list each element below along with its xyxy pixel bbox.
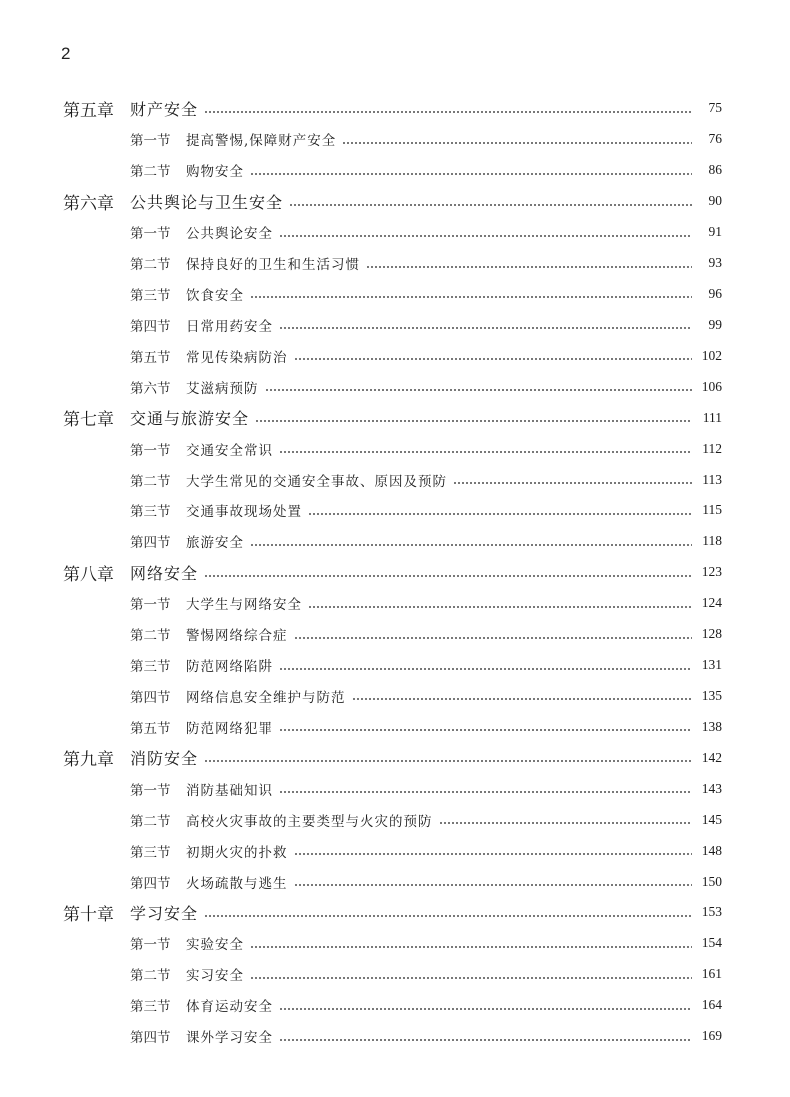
chapter-label: 第五章 xyxy=(63,100,114,121)
section-page-number: 118 xyxy=(702,533,722,549)
section-page-number: 102 xyxy=(701,347,722,363)
toc-section-row xyxy=(63,773,722,804)
dot-leader xyxy=(308,513,692,515)
section-title: 初期火灾的扑救 xyxy=(186,844,288,861)
chapter-label: 第十章 xyxy=(63,904,114,925)
section-title: 交通安全常识 xyxy=(186,442,273,459)
section-label: 第二节 xyxy=(130,813,171,830)
toc-section-row xyxy=(63,1021,722,1052)
section-label: 第三节 xyxy=(130,504,171,521)
section-page-number: 76 xyxy=(708,131,722,147)
toc-section-row xyxy=(63,711,722,742)
toc-chapter-row xyxy=(63,93,722,124)
chapter-label: 第六章 xyxy=(63,193,114,214)
section-label: 第二节 xyxy=(130,257,171,274)
section-title: 公共舆论安全 xyxy=(186,226,273,243)
section-label: 第三节 xyxy=(130,287,171,304)
toc-section-row xyxy=(63,124,722,155)
section-label: 第四节 xyxy=(130,535,171,552)
section-title: 饮食安全 xyxy=(186,287,244,304)
toc-section-row xyxy=(63,835,722,866)
dot-leader xyxy=(342,142,692,144)
dot-leader xyxy=(439,822,693,824)
section-page-number: 86 xyxy=(708,162,722,178)
toc-section-row xyxy=(63,588,722,619)
toc-section-row xyxy=(63,866,722,897)
section-title: 消防基础知识 xyxy=(186,782,273,799)
chapter-page-number: 90 xyxy=(708,193,722,209)
dot-leader xyxy=(279,1008,692,1010)
section-label: 第一节 xyxy=(130,442,171,459)
toc-section-row xyxy=(63,495,722,526)
section-title: 提高警惕,保障财产安全 xyxy=(186,133,337,150)
section-title: 实习安全 xyxy=(186,968,244,985)
chapter-page-number: 142 xyxy=(701,749,722,765)
toc-section-row xyxy=(63,681,722,712)
section-page-number: 93 xyxy=(708,255,722,271)
toc-section-row xyxy=(63,217,722,248)
section-title: 交通事故现场处置 xyxy=(186,504,302,521)
section-title: 防范网络犯罪 xyxy=(186,720,273,737)
section-label: 第一节 xyxy=(130,597,171,614)
toc-section-row xyxy=(63,340,722,371)
toc-section-row xyxy=(63,433,722,464)
dot-leader xyxy=(204,575,692,577)
chapter-page-number: 111 xyxy=(702,409,722,425)
table-of-contents xyxy=(63,93,722,1052)
section-title: 警惕网络综合症 xyxy=(186,628,288,645)
section-title: 防范网络陷阱 xyxy=(186,659,273,676)
section-label: 第二节 xyxy=(130,164,171,181)
section-page-number: 135 xyxy=(701,687,722,703)
dot-leader xyxy=(279,327,692,329)
section-label: 第二节 xyxy=(130,968,171,985)
section-title: 大学生常见的交通安全事故、原因及预防 xyxy=(186,473,447,490)
dot-leader xyxy=(352,698,693,700)
page-number: 2 xyxy=(61,44,71,63)
toc-section-row xyxy=(63,279,722,310)
toc-section-row xyxy=(63,309,722,340)
dot-leader xyxy=(279,451,692,453)
chapter-title: 财产安全 xyxy=(130,99,199,119)
toc-section-row xyxy=(63,371,722,402)
toc-chapter-row xyxy=(63,742,722,773)
section-page-number: 154 xyxy=(701,935,722,951)
chapter-title: 学习安全 xyxy=(130,903,199,923)
toc-chapter-row xyxy=(63,402,722,433)
dot-leader xyxy=(279,235,692,237)
section-page-number: 124 xyxy=(701,595,722,611)
section-page-number: 164 xyxy=(701,997,722,1013)
dot-leader xyxy=(366,266,692,268)
dot-leader xyxy=(294,637,693,639)
dot-leader xyxy=(250,544,692,546)
dot-leader xyxy=(294,358,693,360)
section-page-number: 131 xyxy=(701,657,722,673)
section-page-number: 115 xyxy=(702,502,722,518)
section-label: 第四节 xyxy=(130,689,171,706)
dot-leader xyxy=(289,204,692,206)
section-page-number: 128 xyxy=(701,626,722,642)
section-page-number: 138 xyxy=(701,718,722,734)
section-label: 第四节 xyxy=(130,875,171,892)
toc-section-row xyxy=(63,155,722,186)
chapter-page-number: 123 xyxy=(701,564,722,580)
section-page-number: 169 xyxy=(701,1028,722,1044)
chapter-page-number: 153 xyxy=(701,904,722,920)
dot-leader xyxy=(204,915,692,917)
dot-leader xyxy=(279,668,692,670)
section-page-number: 91 xyxy=(708,224,722,240)
chapter-title: 公共舆论与卫生安全 xyxy=(130,192,284,212)
section-title: 常见传染病防治 xyxy=(186,349,288,366)
section-label: 第五节 xyxy=(130,720,171,737)
section-page-number: 143 xyxy=(701,780,722,796)
section-label: 第一节 xyxy=(130,937,171,954)
dot-leader xyxy=(308,606,692,608)
section-title: 保持良好的卫生和生活习惯 xyxy=(186,257,360,274)
section-label: 第三节 xyxy=(130,844,171,861)
section-page-number: 148 xyxy=(701,842,722,858)
toc-chapter-row xyxy=(63,186,722,217)
section-title: 实验安全 xyxy=(186,937,244,954)
chapter-label: 第七章 xyxy=(63,410,114,431)
dot-leader xyxy=(250,946,692,948)
section-title: 日常用药安全 xyxy=(186,318,273,335)
chapter-title: 交通与旅游安全 xyxy=(130,409,250,429)
dot-leader xyxy=(279,1039,692,1041)
toc-section-row xyxy=(63,526,722,557)
section-label: 第二节 xyxy=(130,473,171,490)
section-title: 旅游安全 xyxy=(186,535,244,552)
dot-leader xyxy=(294,884,693,886)
toc-chapter-row xyxy=(63,557,722,588)
dot-leader xyxy=(279,729,692,731)
chapter-title: 消防安全 xyxy=(130,749,199,769)
chapter-page-number: 75 xyxy=(708,100,722,116)
section-title: 购物安全 xyxy=(186,164,244,181)
section-page-number: 106 xyxy=(701,378,722,394)
section-page-number: 96 xyxy=(708,285,722,301)
section-page-number: 112 xyxy=(702,440,722,456)
section-page-number: 150 xyxy=(701,873,722,889)
toc-section-row xyxy=(63,804,722,835)
section-page-number: 145 xyxy=(701,811,722,827)
section-label: 第四节 xyxy=(130,1030,171,1047)
section-page-number: 99 xyxy=(708,316,722,332)
dot-leader xyxy=(250,977,692,979)
section-label: 第一节 xyxy=(130,133,171,150)
section-label: 第一节 xyxy=(130,782,171,799)
section-title: 网络信息安全维护与防范 xyxy=(186,689,346,706)
dot-leader xyxy=(255,420,692,422)
dot-leader xyxy=(250,173,692,175)
section-title: 课外学习安全 xyxy=(186,1030,273,1047)
section-page-number: 113 xyxy=(702,471,722,487)
toc-section-row xyxy=(63,619,722,650)
dot-leader xyxy=(453,482,692,484)
dot-leader xyxy=(250,296,692,298)
dot-leader xyxy=(265,389,693,391)
section-title: 艾滋病预防 xyxy=(186,380,259,397)
chapter-label: 第八章 xyxy=(63,564,114,585)
dot-leader xyxy=(204,111,692,113)
section-label: 第四节 xyxy=(130,318,171,335)
section-label: 第五节 xyxy=(130,349,171,366)
dot-leader xyxy=(279,791,692,793)
section-label: 第三节 xyxy=(130,999,171,1016)
chapter-title: 网络安全 xyxy=(130,563,199,583)
toc-section-row xyxy=(63,650,722,681)
toc-section-row xyxy=(63,928,722,959)
section-label: 第二节 xyxy=(130,628,171,645)
toc-chapter-row xyxy=(63,897,722,928)
section-title: 体育运动安全 xyxy=(186,999,273,1016)
toc-section-row xyxy=(63,248,722,279)
section-title: 火场疏散与逃生 xyxy=(186,875,288,892)
section-title: 高校火灾事故的主要类型与火灾的预防 xyxy=(186,813,433,830)
dot-leader xyxy=(204,760,692,762)
chapter-label: 第九章 xyxy=(63,750,114,771)
section-label: 第六节 xyxy=(130,380,171,397)
section-title: 大学生与网络安全 xyxy=(186,597,302,614)
section-label: 第三节 xyxy=(130,659,171,676)
toc-section-row xyxy=(63,464,722,495)
toc-section-row xyxy=(63,959,722,990)
section-label: 第一节 xyxy=(130,226,171,243)
section-page-number: 161 xyxy=(701,966,722,982)
toc-section-row xyxy=(63,990,722,1021)
dot-leader xyxy=(294,853,693,855)
